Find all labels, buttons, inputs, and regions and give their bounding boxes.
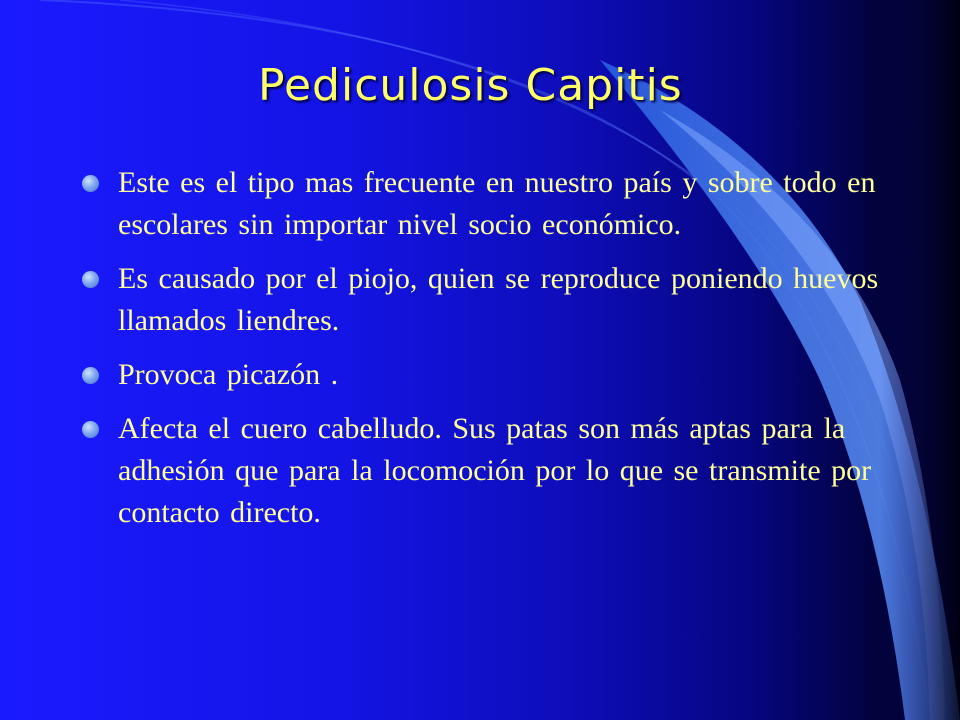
bullet-item <box>80 354 920 396</box>
bullet-dot-icon <box>82 367 99 384</box>
slide-title: Pediculosis Capitis <box>258 60 683 111</box>
bullet-item <box>80 162 920 246</box>
bullet-text: Este es el tipo mas frecuente en nuestro país y sobre todo en escolares sin importar nivel socio económico. <box>118 166 876 241</box>
bullet-item <box>80 408 920 534</box>
bullet-dot-icon <box>82 175 99 192</box>
bullet-list <box>80 162 920 546</box>
bullet-text: Provoca picazón . <box>118 358 339 391</box>
bullet-text: Es causado por el piojo, quien se reproduce poniendo huevos llamados liendres. <box>118 262 879 337</box>
bullet-dot-icon <box>82 271 99 288</box>
bullet-dot-icon <box>82 421 99 438</box>
bullet-text: Afecta el cuero cabelludo. Sus patas son más aptas para la adhesión que para la locomoción por lo que se transmite por contacto directo. <box>118 412 872 529</box>
bullet-item <box>80 258 920 342</box>
